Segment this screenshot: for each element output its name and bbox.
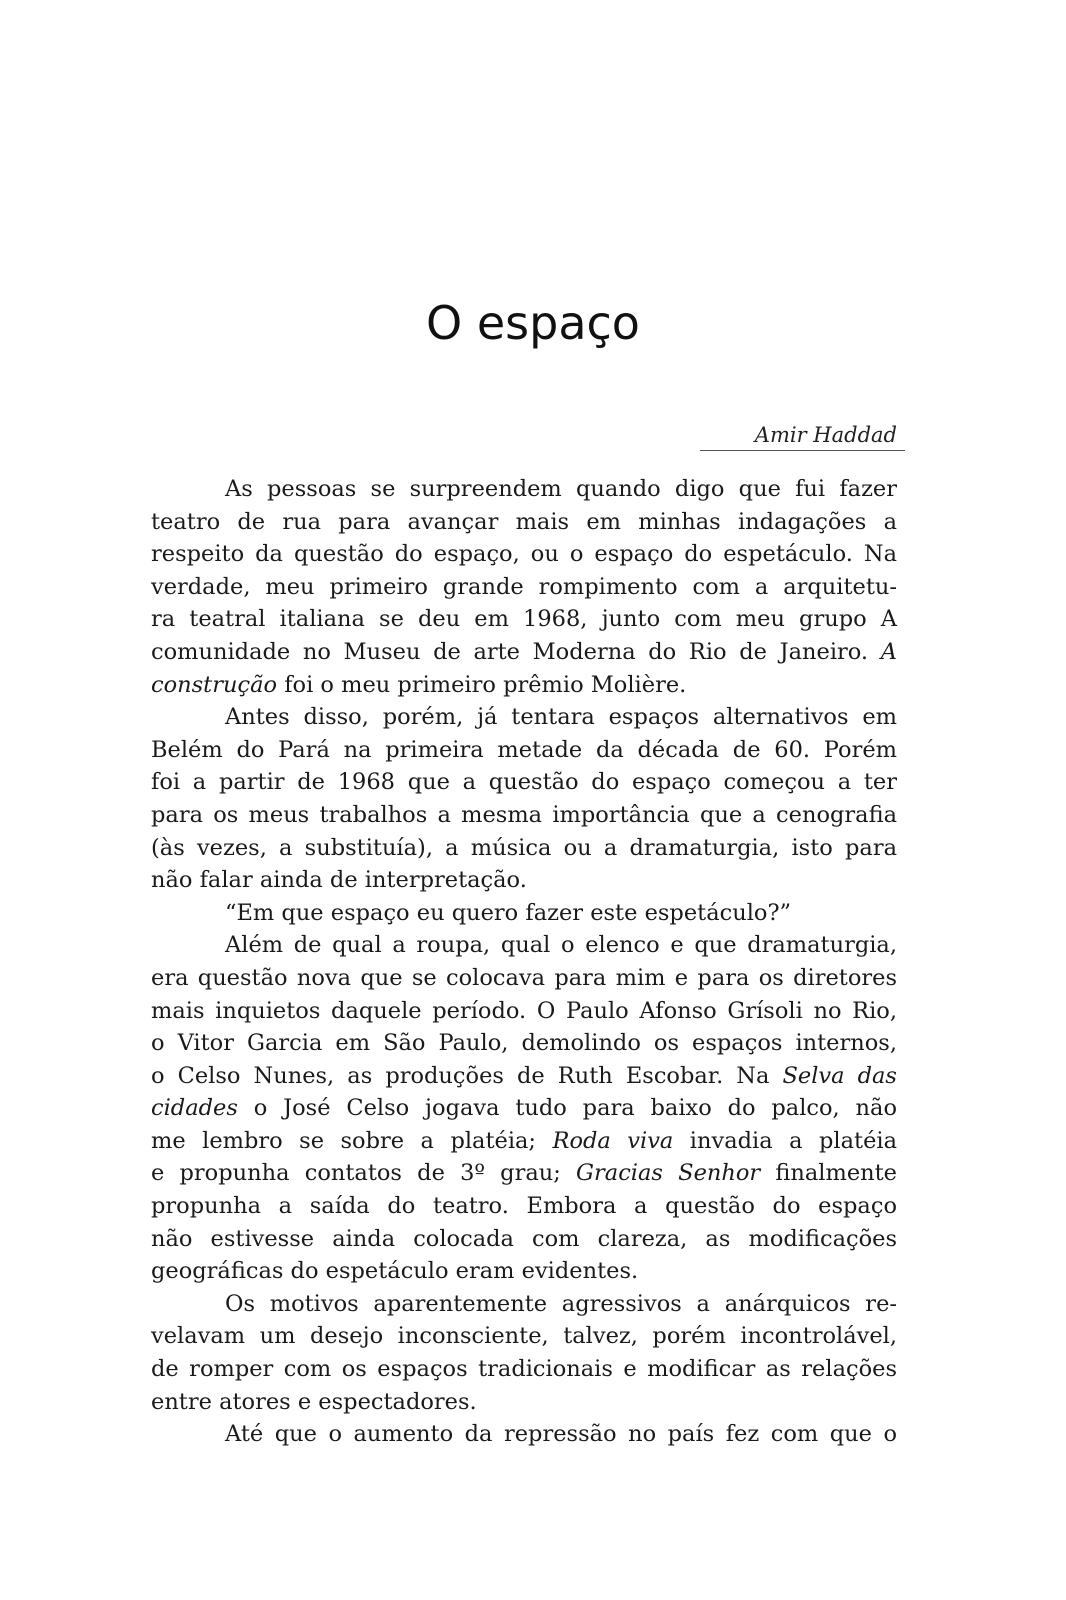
text-run: de romper com os espaços tradicionais e modificar as relações [151, 1356, 897, 1383]
text-line [151, 1320, 897, 1353]
text-run: entre atores e espectadores. [151, 1388, 477, 1415]
text-run: finalmente [760, 1160, 897, 1187]
text-line [151, 929, 897, 962]
paragraph [151, 929, 897, 1288]
text-run: (às vezes, a substituía), a música ou a dramaturgia, isto para [151, 834, 897, 861]
text-line [151, 701, 897, 734]
text-run: foi a partir de 1968 que a questão do espaço começou a ter [151, 769, 897, 796]
text-line [151, 766, 897, 799]
text-run: As pessoas se surpreendem quando digo que fui fazer [225, 476, 897, 502]
text-line [151, 1288, 897, 1321]
paragraph [151, 1418, 897, 1451]
text-line [151, 1190, 897, 1223]
text-line [151, 897, 897, 930]
text-line [151, 473, 897, 506]
text-line [151, 995, 897, 1028]
text-run: foi o meu primeiro prêmio Molière. [277, 671, 687, 698]
text-line [151, 962, 897, 995]
text-line [151, 636, 897, 669]
author-byline [700, 420, 905, 451]
text-line [151, 1223, 897, 1256]
text-run: mais inquietos daquele período. O Paulo Afonso Grísoli no Rio, [151, 997, 897, 1024]
text-run: velavam um desejo inconsciente, talvez, porém incontrolável, [151, 1323, 897, 1350]
italic-text-run: Gracias Senhor [576, 1160, 761, 1187]
italic-text-run: Selva das [782, 1062, 897, 1089]
paragraph [151, 897, 897, 930]
text-line [151, 571, 897, 604]
text-run: não falar ainda de interpretação. [151, 867, 527, 894]
italic-text-run: Roda viva [552, 1127, 674, 1154]
text-run: Até que o aumento da repressão no país fez com que o [225, 1421, 897, 1448]
text-run: o Vitor Garcia em São Paulo, demolindo os espaços internos, [151, 1030, 897, 1057]
text-run: comunidade no Museu de arte Moderna do Rio de Janeiro. [151, 638, 881, 665]
text-line [151, 799, 897, 832]
text-run: não estivesse ainda colocada com clareza, as modificações [151, 1225, 897, 1252]
paragraph [151, 473, 897, 701]
text-run: Além de qual a roupa, qual o elenco e que dramaturgia, [225, 932, 897, 959]
paragraph [151, 1288, 897, 1418]
text-run: invadia a platéia [673, 1127, 897, 1154]
text-line [151, 1060, 897, 1093]
text-run: ra teatral italiana se deu em 1968, junto com meu grupo A [151, 606, 897, 633]
text-run: propunha a saída do teatro. Embora a questão do espaço [151, 1193, 897, 1220]
text-run: o José Celso jogava tudo para baixo do palco, não [237, 1095, 897, 1122]
text-run: e propunha contatos de 3º grau; [151, 1160, 577, 1187]
text-run: o Celso Nunes, as produções de Ruth Escobar. Na [151, 1062, 783, 1089]
author-name: Amir Haddad [754, 423, 897, 447]
text-run: Os motivos aparentemente agressivos a anárquicos re- [225, 1290, 897, 1317]
text-line [151, 864, 897, 897]
text-line [151, 1386, 897, 1419]
text-run: verdade, meu primeiro grande rompimento com a arquitetu- [151, 573, 897, 600]
text-line [151, 603, 897, 636]
text-line [151, 1125, 897, 1158]
text-line [151, 1255, 897, 1288]
paragraph [151, 701, 897, 897]
text-line [151, 1092, 897, 1125]
text-line [151, 538, 897, 571]
text-run: Belém do Pará na primeira metade da década de 60. Porém [151, 736, 897, 763]
text-run: para os meus trabalhos a mesma importância que a cenografia [151, 801, 897, 828]
text-run: teatro de rua para avançar mais em minhas indagações a [151, 508, 897, 535]
text-line [151, 832, 897, 865]
text-line [151, 1353, 897, 1386]
text-run: me lembro se sobre a platéia; [151, 1127, 553, 1154]
italic-text-run: cidades [151, 1095, 238, 1122]
text-run: Antes disso, porém, já tentara espaços alternativos em [225, 704, 897, 731]
text-line [151, 1157, 897, 1190]
text-line [151, 669, 897, 702]
text-line [151, 734, 897, 767]
text-line [151, 1027, 897, 1060]
text-run: geográficas do espetáculo eram evidentes. [151, 1258, 639, 1285]
text-line [151, 506, 897, 539]
italic-text-run: construção [151, 671, 278, 698]
text-line [151, 1418, 897, 1451]
text-run: era questão nova que se colocava para mim e para os diretores [151, 964, 897, 991]
italic-text-run: A [880, 638, 897, 665]
text-run: respeito da questão do espaço, ou o espaço do espetáculo. Na [151, 541, 897, 568]
chapter-title: O espaço [426, 296, 640, 350]
text-run: “Em que espaço eu quero fazer este espetáculo?” [225, 899, 792, 926]
body-text [151, 473, 897, 1451]
